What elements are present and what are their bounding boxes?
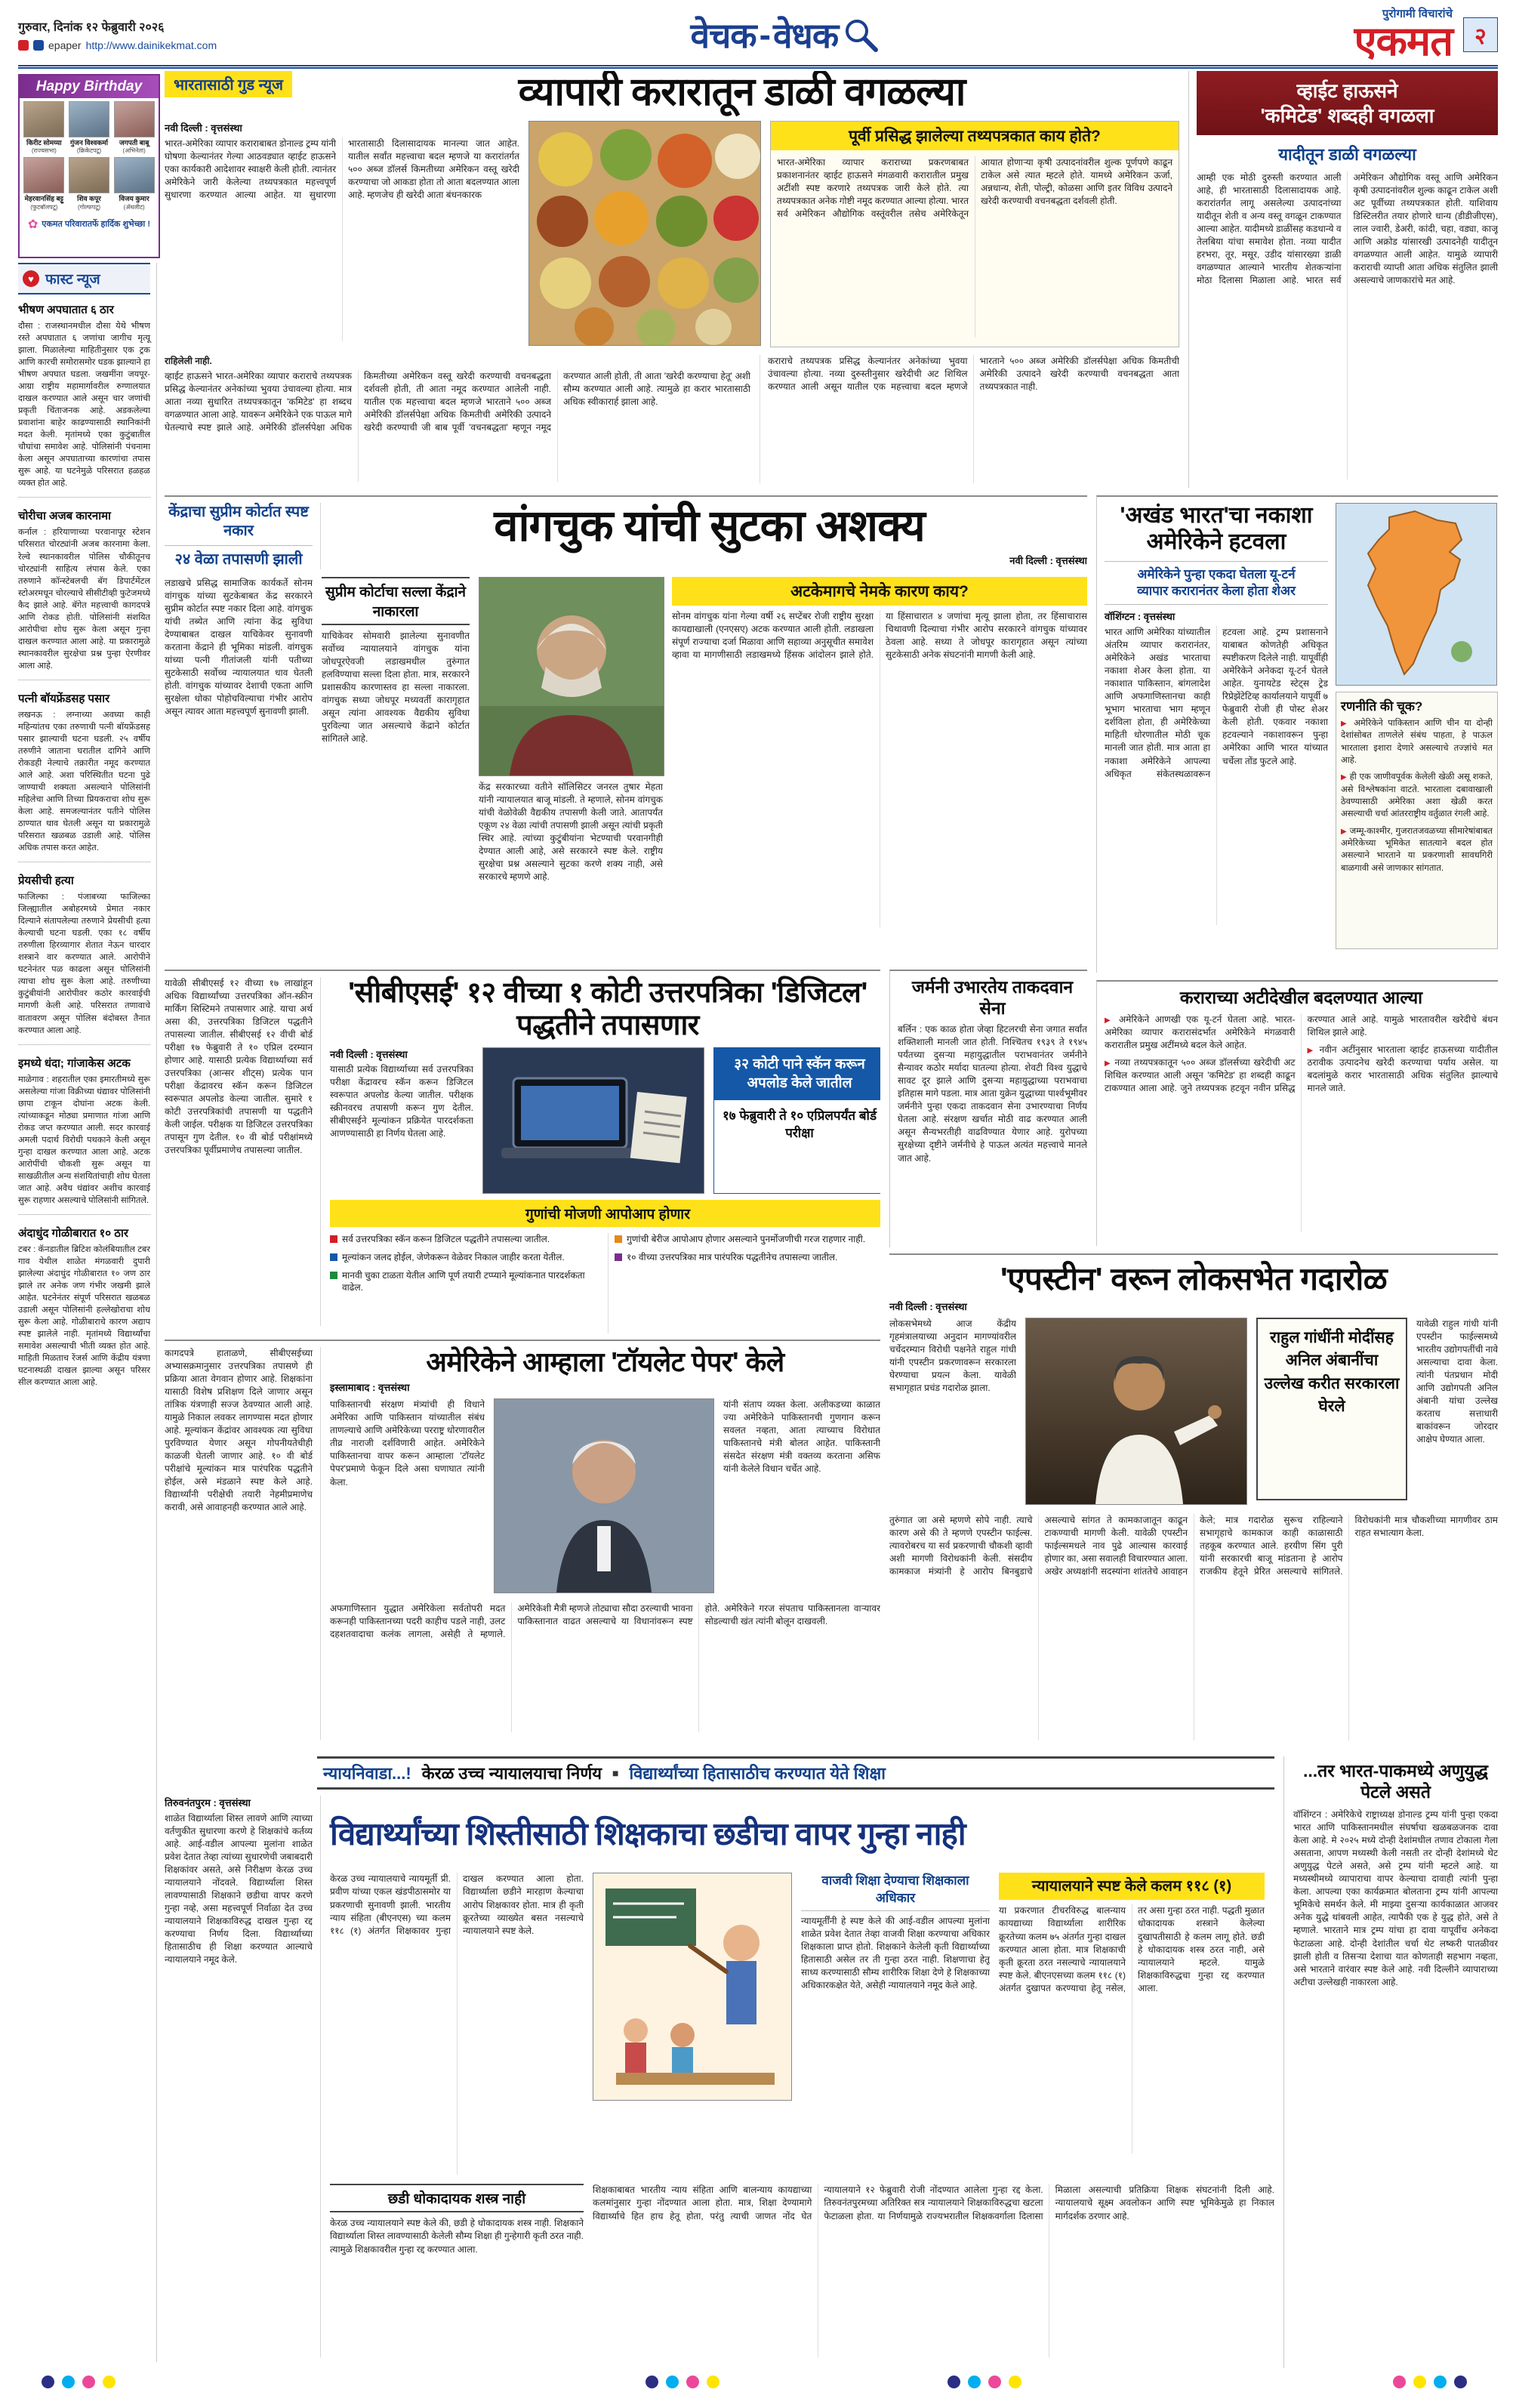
person-photo xyxy=(114,157,155,193)
bullet-square-icon xyxy=(615,1253,622,1261)
lead-kicker: भारतासाठी गुड न्यूज xyxy=(165,71,292,97)
court-story xyxy=(165,1796,1274,2368)
person-photo xyxy=(69,157,109,193)
person-role: (अभिनेता) xyxy=(122,147,146,155)
registration-dot xyxy=(42,2376,54,2388)
masthead xyxy=(18,5,1498,69)
treaty-point: ▶ अमेरिकेने आणखी एक यू-टर्न घेतला आहे. भारत-अमेरिका व्यापार करारासंदर्भात अमेरिकेने मंगळवारी करारातील प्रमुख अटींमध्ये बदल केले आहेत. xyxy=(1105,1013,1296,1052)
lead-headline: व्यापारी करारातून डाळी वगळल्या xyxy=(518,71,966,114)
fast-news-body: माळेगाव : शहरातील एका इमारतीमध्ये सुरू असलेल्या गांजा विक्रीच्या धंद्यावर पोलिसांनी छापा टाकून दोघांना अटक केली. त्यांच्याकडून मोठ्या प्रमाणात गांजा आणि रोकड जप्त करण्यात आली. सदर कारवाई अमली पदार्थ विरोधी पथकाने केली असून गुन्हा दाखल करण्यात आला आहे. अटक आरोपींची चौकशी सुरू असून या साखळीतील अन्य संशयितांचाही शोध घेतला जात आहे. अवैध धंद्यांवर अशीच कारवाई सुरू राहणार असल्याचे पोलिसांनी सांगितले. xyxy=(18,1075,150,1205)
fast-news-headline: इमध्ये धंदा; गांजाकेस अटक xyxy=(18,1056,131,1070)
bullet-square-icon xyxy=(330,1272,337,1279)
toilet-body-3: अफगाणिस्तान युद्धात अमेरिकेला सर्वतोपरी मदत करूनही पाकिस्तानच्या पदरी काहीच पडले नाही, उलट दहशतवादाचा कलंक लागला, असेही ते म्हणाले. अमेरिकेशी मैत्री म्हणजे तोट्याचा सौदा ठरल्याची भावना पाकिस्तानात वाढत असल्याचे या विधानांवरून स्पष्ट होते. अमेरिकेने गरज संपताच पाकिस्तानला वाऱ्यावर सोडल्याची खंत त्यांनी बोलून दाखवली. xyxy=(330,1603,880,1640)
answer-sheet-scanning-photo xyxy=(482,1047,704,1194)
cbse-story xyxy=(165,970,880,1333)
registration-dot xyxy=(968,2376,981,2388)
date-line: गुरुवार, दिनांक १२ फेब्रुवारी २०२६ xyxy=(18,21,165,34)
section-title-right: वेधक xyxy=(772,16,839,55)
pulses-photo xyxy=(528,121,761,346)
india-map-image xyxy=(1336,503,1497,686)
treaty-terms-headline: कराराच्या अटीदेखील बदलण्यात आल्या xyxy=(1179,988,1423,1007)
wangchuk-deck-1: केंद्राचा सुप्रीम कोर्टात स्पष्ट नकार xyxy=(165,503,313,546)
strip-lead: न्यायनिवाडा...! xyxy=(323,1764,411,1783)
epaper-label: epaper xyxy=(48,39,82,51)
white-house-headline-line1: व्हाईट हाऊसने xyxy=(1296,79,1398,102)
lead-story xyxy=(165,71,1179,488)
birthday-box xyxy=(18,74,160,258)
fast-news-item xyxy=(18,1226,150,1396)
person-name: जगपती बाबू xyxy=(119,139,149,146)
fast-news-column xyxy=(18,263,157,2362)
cbse-body-3: कागदपत्रे हाताळणे, सीबीएसईच्या अभ्यासक्रमानुसार उत्तरपत्रिका तपासणे ही प्रक्रिया आता वेगवान होणार आहे. शिक्षकांना यासाठी विशेष प्रशिक्षण दिले जाणार असून तांत्रिक यंत्रणाही सज्ज ठेवण्यात आली आहे. यामुळे निकाल लवकर लागण्यास मदत होणार आहे. मूल्यांकन केंद्रांवर आवश्यक त्या सुविधा पुरविण्यात येणार असून गोपनीयतेचीही काळजी घेतली जाणार आहे. १० वी बोर्ड परीक्षांचे मूल्यांकन मात्र पारंपरिक पद्धतीने होईल, असे मंडळाने स्पष्ट केले आहे. विद्यार्थ्यांनी परीक्षेची तयारी नेहमीप्रमाणेच करावी, असे आवाहनही करण्यात आले आहे. xyxy=(165,1347,321,1740)
registration-dot xyxy=(1009,2376,1021,2388)
court-subhead-1-body: न्यायमूर्तींनी हे स्पष्ट केले की आई-वडील आपल्या मुलांना शाळेत प्रवेश देतात तेव्हा वाजवी शिक्षा करण्याचा अधिकार शिक्षकाला प्राप्त होतो. शिक्षकाने केलेली कृती विद्यार्थ्याच्या हितासाठी असेल तर ती गुन्हा ठरत नाही. शिक्षणाचा हेतू साध्य करण्यासाठी सौम्य शारीरिक शिक्षा देणे हे शिक्षकाच्या अधिकारकक्षेत येते, असेही न्यायालयाने नमूद केले आहे. xyxy=(801,1915,990,1990)
epstein-body-1: लोकसभेमध्ये आज केंद्रीय गृहमंत्रालयाच्या अनुदान मागण्यांवरील चर्चेदरम्यान विरोधी पक्षनेते राहुल गांधी यांनी एपस्टीन प्रकरणावरून सरकारला घेरण्याचा प्रयत्न केला. यावेळी सभागृहात प्रचंड गदारोळ झाला. xyxy=(889,1318,1016,1394)
strategy-title: रणनीति की चूक? xyxy=(1341,699,1423,714)
court-headline: विद्यार्थ्यांच्या शिस्तीसाठी शिक्षकाचा छडीचा वापर गुन्हा नाही xyxy=(330,1816,966,1852)
germany-story xyxy=(889,970,1087,1247)
globe-icon xyxy=(33,40,44,51)
fast-news-body: लखनऊ : लग्नाच्या अवघ्या काही महिन्यांतच एका तरुणाची पत्नी बॉयफ्रेंडसह पसार झाल्याची घटना घडली. २५ वर्षीय तरुणीने जाताना घरातील दागिने आणि रोकडही नेल्याचे तक्रारीत नमूद करण्यात आले आहे. अशा परिस्थितीत घटना पुढे जाण्याची शक्यता असल्याने पोलिसांनी महिलेचा आणि तिच्या प्रियकराचा शोध सुरू केला आहे. समजल्यानंतर पतीने पोलिस ठाण्यात धाव घेतली असून या प्रकारामुळे परिसरात खळबळ उडाली आहे. पोलिस अधिक तपास करत आहेत. xyxy=(18,710,150,853)
court-subhead-2: छडी धोकादायक शस्त्र नाही xyxy=(330,2184,584,2212)
wangchuk-cause-title: अटकेमागचे नेमके कारण काय? xyxy=(672,577,1087,606)
birthday-person xyxy=(68,157,111,211)
registration-dot xyxy=(62,2376,75,2388)
toilet-paper-story xyxy=(165,1340,880,1746)
wangchuk-story xyxy=(165,495,1087,962)
epstein-story xyxy=(889,1253,1498,1746)
cbse-bullet: मानवी चुका टाळता येतील आणि पूर्ण तयारी टप्प्याने मूल्यांकनात पारदर्शकता वाढेल. xyxy=(330,1269,601,1295)
court-law-body: या प्रकरणात टीचरविरुद्ध बालन्याय कायद्याच्या विद्यार्थ्याला शारीरिक क्रूरतेच्या कलम ७५ अंतर्गत गुन्हा दाखल करण्यात आला होता. मात्र शिक्षकाची कृती क्रूरता ठरत नसल्याचे न्यायालयाने स्पष्ट केले. बीएनएसच्या कलम ११८ (१) अंतर्गत दुखापत करण्याचा हेतू नसेल, तर असा गुन्हा ठरत नाही. पद्धती मुळात धोकादायक शस्त्राने केलेल्या दुखापतीसाठी हे कलम लागू होते. छडी हे धोकादायक शस्त्र ठरत नाही, असे न्यायालयाने म्हटले. यामुळे शिक्षकाविरुद्धचा गुन्हा रद्द करण्यात आला. xyxy=(999,1905,1265,1993)
akhand-headline: 'अखंड भारत'चा नकाशा अमेरिकेने हटवला xyxy=(1120,503,1313,554)
person-name: किरीट सोमय्या xyxy=(26,139,62,146)
registration-dot xyxy=(666,2376,679,2388)
court-subhead-2-body: केरळ उच्च न्यायालयाने स्पष्ट केले की, छडी हे धोकादायक शस्त्र नाही. शिक्षकाने विद्यार्थ्याला शिस्त लावण्यासाठी केलेली सौम्य शिक्षा ही गुन्हेगारी कृती ठरत नाही. त्यामुळे शिक्षकावरील गुन्हा रद्द करण्यात आला. xyxy=(330,2218,584,2255)
registration-dot xyxy=(707,2376,719,2388)
person-name: शिव कपूर xyxy=(77,195,101,203)
person-photo xyxy=(23,157,64,193)
wangchuk-byline: नवी दिल्ली : वृत्तसंस्था xyxy=(1009,554,1087,566)
pakistan-minister-photo xyxy=(494,1398,714,1593)
court-byline: तिरुवनंतपुरम : वृत्तसंस्था xyxy=(165,1797,251,1808)
wangchuk-deck-2: २४ वेळा तपासणी झाली xyxy=(174,551,303,568)
akhand-bharat-story xyxy=(1096,495,1498,973)
cbse-bullet: गुणांची बेरीज आपोआप होणार असल्याने पुनर्मोजणीची गरज राहणार नाही. xyxy=(615,1233,880,1246)
epstein-quote-box: राहुल गांधींनी मोदींसह अनिल अंबानींचा उल्लेख करीत सरकारला घेरले xyxy=(1256,1318,1407,1500)
birthday-person xyxy=(112,157,156,211)
brand-logo: एकमत xyxy=(1354,18,1453,64)
person-photo xyxy=(69,101,109,137)
birthday-title: Happy Birthday xyxy=(20,76,159,98)
cbse-bullet: मूल्यांकन जलद होईल, जेणेकरून वेळेवर निकाल जाहीर करता येतील. xyxy=(330,1251,601,1264)
fact-box-title: पूर्वी प्रसिद्ध झालेल्या तथ्यपत्रकात काय होते? xyxy=(771,122,1179,150)
fast-news-headline: प्रेयसीची हत्या xyxy=(18,874,74,888)
white-house-headline xyxy=(1197,71,1498,135)
bullet-square-icon xyxy=(330,1253,337,1261)
wangchuk-inset-title: सुप्रीम कोर्टाचा सल्ला केंद्राने नाकारला xyxy=(322,577,470,625)
classroom-cartoon xyxy=(593,1873,792,2101)
wangchuk-cause-body: सोनम वांगचुक यांना गेल्या वर्षी २६ सप्टेंबर रोजी राष्ट्रीय सुरक्षा कायद्याखाली (एनएसए) अटक करण्यात आली होती. लडाखला संपूर्ण राज्याचा दर्जा मिळावा आणि सहाव्या अनुसूचीत समावेश व्हावा या मागणीसाठी लडाखमध्ये हिंसक आंदोलन झाले होते. या हिंसाचारात ४ जणांचा मृत्यू झाला होता, तर हिंसाचारास चिथावणी दिल्याचा गंभीर आरोप सरकारने वांगचुक यांच्यावर ठेवला आहे. सध्या ते जोधपूर कारागृहात असून त्यांच्या सुटकेसाठी अनेक संघटनांनी मागणी केली आहे. xyxy=(672,611,1087,661)
akhand-deck-2: व्यापार करारानंतर केला होता शेअर xyxy=(1105,583,1328,605)
strip-mid: केरळ उच्च न्यायालयाचा निर्णय xyxy=(421,1764,602,1783)
strategy-box xyxy=(1336,692,1498,949)
person-photo xyxy=(114,101,155,137)
fast-news-item xyxy=(18,873,150,1044)
fast-news-title: फास्ट न्यूज xyxy=(45,272,100,288)
person-role: (गोल्फपटू) xyxy=(77,203,101,211)
fast-news-item xyxy=(18,508,150,680)
lead-body: भारत-अमेरिका व्यापार कराराबाबत डोनाल्ड ट्रम्प यांनी घोषणा केल्यानंतर गेल्या आठवड्यात व्हाईट हाऊसने एका कार्यकारी आदेशावर स्वाक्षरी केली होती. त्यानंतर अमेरिकेने जारी केलेल्या तथ्यपत्रकात महत्त्वपूर्ण सुधारणा करण्यात आल्या आहेत. या सुधारणा भारतासाठी दिलासादायक मानल्या जात आहेत. यातील सर्वांत महत्त्वाचा बदल म्हणजे या करारांतर्गत ५०० अब्ज डॉलर्स किमतीच्या अमेरिकन वस्तू खरेदी करण्याचा जो आकडा होता तो आता बदलण्यात आला आहे. म्हणजेच ही खरेदी आता बंधनकारक xyxy=(165,138,519,201)
registration-dot xyxy=(1454,2376,1467,2388)
nuclear-war-story xyxy=(1283,1756,1498,2368)
lead-byline: नवी दिल्ली : वृत्तसंस्था xyxy=(165,122,242,134)
fast-news-headline: चोरीचा अजब कारनामा xyxy=(18,510,111,523)
registration-dot xyxy=(82,2376,95,2388)
paper-section-logo xyxy=(691,11,881,58)
wangchuk-headline: वांगचुक यांची सुटका अशक्य xyxy=(494,501,925,550)
epaper-icon xyxy=(18,40,29,51)
registration-dot xyxy=(1434,2376,1447,2388)
wangchuk-photo xyxy=(479,577,664,776)
birthday-person xyxy=(23,101,66,155)
birthday-person xyxy=(68,101,111,155)
heart-icon: ♥ xyxy=(23,270,39,287)
epstein-body-2: यावेळी राहुल गांधी यांनी एपस्टीन फाईल्समध्ये भारतीय उद्योगपतींची नावे असल्याचा दावा केला. त्यांनी पंतप्रधान मोदी आणि उद्योगपती अनिल अंबानी यांचा उल्लेख करताच सत्ताधारी बाकांवरून जोरदार आक्षेप घेण्यात आला. xyxy=(1416,1318,1498,1445)
cbse-body-1: यावेळी सीबीएसई १२ वीच्या १७ लाखांहून अधिक विद्यार्थ्यांच्या उत्तरपत्रिका ऑन-स्क्रीन मार्किंग सिस्टिमने तपासणार आहे. याचा अर्थ असा की, उत्तरपत्रिका डिजिटल पद्धतीने तपासल्या जातील. सीबीएसई १२ वीची बोर्ड परीक्षा १७ फेब्रुवारी ते १० एप्रिल दरम्यान होणार आहे. यासाठी प्रत्येक विद्यार्थ्याच्या सर्व उत्तरपत्रिका (आन्सर शीट्स) प्रत्येक पान परीक्षा केंद्रावरच स्कॅन करून डिजिटल स्वरूपात अपलोड केल्या जातील. सुमारे १ कोटी उत्तरपत्रिकांची तपासणी या पद्धतीने केली जाईल. परीक्षक या डिजिटल उत्तरपत्रिका तपासून गुण देतील. १० वी बोर्ड परीक्षांमध्ये उत्तरपत्रिका पूर्वीप्रमाणेच तपासल्या जातील. xyxy=(165,977,321,1326)
section-title-dash: - xyxy=(759,15,770,54)
registration-dot xyxy=(988,2376,1001,2388)
lead-body-2: व्हाईट हाऊसने भारत-अमेरिका व्यापार कराराचे तथ्यपत्रक प्रसिद्ध केल्यानंतर अनेकांच्या भुवया उंचावल्या होत्या. मात्र आता नव्या सुधारित तथ्यपत्रकातून 'कमिटेड' हा शब्दच वगळण्यात आला आहे. यावरून अमेरिकेने एक पाऊल मागे घेतल्याचे स्पष्ट झाले आहे. अमेरिकी डॉलर्सपेक्षा अधिक किमतीच्या अमेरिकन वस्तू खरेदी करण्याची वचनबद्धता दर्शवली होती, ती आता नमूद करण्यात आलेली नाही. यातील एक महत्त्वाचा बदल म्हणजे भारताने ५०० अब्ज अमेरिकी डॉलर्सपेक्षा अधिक किमतीची अमेरिकी उत्पादने खरेदी करण्याची जी बाब पूर्वी 'वचनबद्धता' म्हणून नमूद करण्यात आली होती, ती आता 'खरेदी करण्याचा हेतू' अशी सौम्य करण्यात आली आहे. त्यामुळे हा करार भारतासाठी अधिक स्वीकारार्ह झाला आहे. xyxy=(165,371,750,433)
person-role: (राज्यसभा) xyxy=(31,147,57,155)
wangchuk-inset-body: याचिकेवर सोमवारी झालेल्या सुनावणीत सर्वोच्च न्यायालयाने वांगचुक यांना जोधपूरऐवजी लडाखमधील तुरुंगात हलविण्याचा सल्ला दिला होता. मात्र, सरकारने प्रशासकीय कारणास्तव हा सल्ला नाकारला. वांगचुक सध्या जोधपूर मध्यवर्ती कारागृहात असून त्यांना आवश्यक वैद्यकीय सुविधा पुरविल्या जात असल्याचे केंद्राने कोर्टात सांगितले आहे. xyxy=(322,631,470,745)
nuclear-body: वॉशिंग्टन : अमेरिकेचे राष्ट्राध्यक्ष डोनाल्ड ट्रम्प यांनी पुन्हा एकदा भारत आणि पाकिस्तानमधील संघर्षाचा खळबळजनक दावा केला आहे. मे २०२५ मध्ये दोन्ही देशांमधील तणाव टोकाला गेला असताना, आपण मध्यस्थी केली नसती तर दोन्ही देशांमध्ये थेट अणुयुद्ध पेटले असते, असे ट्रम्प यांनी म्हटले आहे. या मध्यस्थीमध्ये व्यापाराचा वापर केल्याचा दावाही त्यांनी पुन्हा केला. आपल्या एका कार्यक्रमात बोलताना ट्रम्प यांनी आपल्या भूमिकेचे समर्थन केले. मी माझ्या दुसऱ्या कार्यकाळात आजवर अनेक युद्धे थांबवली आहेत, त्यापैकी एक हे युद्ध होते, असे ते म्हणाले. भारताने मात्र ट्रम्प यांचा हा दावा यापूर्वीच अनेकदा फेटाळला आहे. दोन्ही देशांतील चर्चा थेट लष्करी पातळीवर झाली होती व तिसऱ्या देशाचा यात कोणताही सहभाग नव्हता, असे भारताने वारंवार स्पष्ट केले आहे. नवी दिल्लीने व्यापाराच्या अटीचा उल्लेखही नाकारला आहे. xyxy=(1293,1809,1498,1987)
fast-news-item xyxy=(18,302,150,498)
fast-news-item xyxy=(18,1056,150,1215)
bullet-square-icon xyxy=(615,1235,622,1243)
strategy-point: ▶ ही एक जाणीवपूर्वक केलेली खेळी असू शकते, असे विश्लेषकांना वाटते. भारताला दबावाखाली ठेवण्यासाठी अमेरिका अशा खेळी करत असल्याची चर्चा आंतरराष्ट्रीय वर्तुळात रंगली आहे. xyxy=(1341,771,1493,820)
court-body-2: केरळ उच्च न्यायालयाचे न्यायमूर्ती प्री. प्रवीण यांच्या एकल खंडपीठासमोर या प्रकरणाची सुनावणी झाली. भारतीय न्याय संहिता (बीएनएस) च्या कलम ११८ (१) अंतर्गत शिक्षकावर गुन्हा दाखल करण्यात आला होता. विद्यार्थ्याला छडीने मारहाण केल्याचा आरोप शिक्षकावर होता. मात्र ही कृती क्रूरतेच्या व्याख्येत बसत नसल्याचे न्यायालयाने स्पष्ट केले. xyxy=(330,1873,584,1936)
court-body-1: शाळेत विद्यार्थ्याला शिस्त लावणे आणि त्याच्या वर्तणुकीत सुधारणा करणे हे शिक्षकांचे कर्तव्य आहे. आई-वडील आपल्या मुलांना शाळेत प्रवेश देतात तेव्हा त्यांच्या सुधारणेची जबाबदारी शिक्षकांवर असते, असे निरीक्षण केरळ उच्च न्यायालयाने नोंदवले. विद्यार्थ्याला शिस्त लावण्यासाठी शिक्षकाने छडीचा वापर करणे गुन्हा नव्हे, असा महत्त्वपूर्ण निर्वाळा देत उच्च न्यायालयाने शिक्षकाविरुद्ध दाखल गुन्हा रद्द करण्याचा निर्णय दिला. विद्यार्थ्याच्या हितासाठीच ही शिक्षा करण्यात आल्याचे न्यायालयाने नमूद केले. xyxy=(165,1813,313,1966)
treaty-terms-story xyxy=(1096,980,1498,1246)
nuclear-headline: ...तर भारत-पाकमध्ये अणुयुद्ध पेटले असते xyxy=(1302,1761,1489,1802)
fast-news-body: टबर : कॅनडातील ब्रिटिश कोलंबियातील टबर गाव येथील शाळेत मंगळवारी दुपारी झालेल्या अंदाधुंद गोळीबारात १० जण ठार झाले तर अनेक जण गंभीर जखमी झाले आहेत. घटनेनंतर संपूर्ण परिसरात खळबळ उडाली असून पोलिसांनी हल्लेखोराचा शोध सुरू केला आहे. गोळीबाराचे कारण अद्याप स्पष्ट झालेले नाही. मृतांमध्ये विद्यार्थ्यांचा समावेश असल्याची भीती व्यक्त होत आहे. माहिती मिळताच रेंजर्स आणि केंद्रीय यंत्रणा घटनास्थळी दाखल झाल्या असून परिसर सील करण्यात आला आहे. xyxy=(18,1244,150,1388)
epstein-byline: नवी दिल्ली : वृत्तसंस्था xyxy=(889,1301,967,1313)
print-registration-marks xyxy=(0,2376,1516,2398)
strategy-point: ▶ अमेरिकेने पाकिस्तान आणि चीन या दोन्ही देशांसोबत ताणलेले संबंध पाहता, हे पाऊल भारताला इशारा देणारे असल्याचे तज्ज्ञांचे मत आहे. xyxy=(1341,717,1493,766)
magnifier-icon xyxy=(841,15,880,54)
fast-news-body: कर्नाल : हरियाणाच्या परवानापूर स्टेशन परिसरात चोरट्यांनी अजब कारनामा केला. रेल्वे स्थानकावरील पोलिस चौकीतूनच चोरट्यांनी साहित्य लंपास केले. एका तरुणाने कॉन्स्टेबलची बॅग डिपार्टमेंटल स्टोअरमधून चोरल्याचे सीसीटीव्ही फुटेजमध्ये कैद झाले आहे. बॅगेत महत्त्वाची कागदपत्रे आणि रोकड होती. पोलिसांनी संशयित आरोपीचा शोध सुरू केला असून गुन्हा दाखल करण्यात आला आहे. या प्रकारामुळे स्थानकावरील सुरक्षेचा प्रश्न पुन्हा ऐरणीवर आला आहे. xyxy=(18,528,150,671)
cbse-stat-1: ३२ कोटी पाने स्कॅन करून अपलोड केले जातील xyxy=(714,1048,880,1100)
cbse-byline: नवी दिल्ली : वृत्तसंस्था xyxy=(330,1049,408,1061)
person-role: (फुटबॉलपटू) xyxy=(30,203,58,211)
wangchuk-body-2: केंद्र सरकारच्या वतीने सॉलिसिटर जनरल तुषार मेहता यांनी न्यायालयात बाजू मांडली. ते म्हणाले, सोनम वांगचुक यांची वेळोवेळी वैद्यकीय तपासणी केली जाते. आतापर्यंत एकूण २४ वेळा त्यांची तपासणी झाली असून त्यांची प्रकृती स्थिर आहे. त्यांच्या कुटुंबीयांना भेटण्याची परवानगीही देण्यात आली आहे, असे सरकारने स्पष्ट केले. राष्ट्रीय सुरक्षेचा प्रश्न असल्याने सुटका करणे शक्य नाही, असे सरकारचे म्हणणे आहे. xyxy=(479,782,663,883)
cbse-bullet: १० वीच्या उत्तरपत्रिका मात्र पारंपरिक पद्धतीनेच तपासल्या जातील. xyxy=(615,1251,880,1264)
white-house-headline-line2: 'कमिटेड' शब्दही वगळला xyxy=(1260,103,1434,127)
akhand-deck-1: अमेरिकेने पुन्हा एकदा घेतला यू-टर्न xyxy=(1105,561,1328,583)
cbse-stat-box xyxy=(713,1047,880,1194)
person-name: विजय कुमार xyxy=(119,195,149,203)
toilet-body-1: पाकिस्तानची संरक्षण मंत्र्यांची ही विधाने अमेरिका आणि पाकिस्तान यांच्यातील संबंध ताणल्याचे आणि अमेरिकेच्या परराष्ट्र धोरणावरील तीव्र नाराजी दर्शविणारी आहेत. अमेरिकेने पाकिस्तानचा वापर करून आम्हाला 'टॉयलेट पेपर'प्रमाणे फेकून दिले असा घणाघात त्यांनी केला. xyxy=(330,1399,485,1488)
akhand-byline: वॉशिंग्टन : वृत्तसंस्था xyxy=(1105,611,1176,623)
flower-icon: ✿ xyxy=(28,217,39,231)
person-photo xyxy=(23,101,64,137)
cbse-body-2: यासाठी प्रत्येक विद्यार्थ्याच्या सर्व उत्तरपत्रिका परीक्षा केंद्रावरच स्कॅन करून डिजिटल स्वरूपात अपलोड केल्या जातील. परीक्षक स्क्रीनवरच तपासणी करून गुण देतील. सीबीएसईने मूल्यांकन प्रक्रियेत पारदर्शकता आणण्यासाठी हा निर्णय घेतला आहे. xyxy=(330,1064,473,1139)
registration-dot xyxy=(948,2376,960,2388)
registration-dot xyxy=(646,2376,658,2388)
cbse-auto-title: गुणांची मोजणी आपोआप होणार xyxy=(330,1200,880,1227)
strategy-point: ▶ जम्मू-काश्मीर, गुजरातजवळच्या सीमारेषांबाबत अमेरिकेच्या भूमिकेत सातत्याने बदल होत असल्याने भारताने या प्रकरणाशी सावधगिरी बाळगावी असे जाणकार सांगतात. xyxy=(1341,825,1493,874)
strip-right: विद्यार्थ्यांच्या हितासाठीच करण्यात येते शिक्षा xyxy=(629,1764,886,1783)
cbse-bullet: सर्व उत्तरपत्रिका स्कॅन करून डिजिटल पद्धतीने तपासल्या जातील. xyxy=(330,1233,601,1246)
registration-dot xyxy=(103,2376,116,2388)
cbse-stat-2: १७ फेब्रुवारी ते १० एप्रिलपर्यंत बोर्ड परीक्षा xyxy=(722,1108,877,1140)
person-role: (ॲथलीट) xyxy=(123,203,145,211)
lead-body-tail: राहिलेली नाही. xyxy=(165,356,212,367)
fast-news-body: फाजिल्का : पंजाबच्या फाजिल्का जिल्ह्यातील अबोहरमध्ये प्रेमात नकार दिल्याने संतापलेल्या तरुणाने प्रेयसीची हत्या केल्याची घटना घडली. एका १८ वर्षीय तरुणीला हिरव्यागार शेतात नेऊन धारदार शस्त्राने वार करण्यात आले. आरोपीने घटनेनंतर पळ काढला असून पोलिसांनी त्याचा शोध सुरू केला आहे. तरुणीच्या कुटुंबीयांनी आरोपीवर कठोर कारवाईची मागणी केली आहे. परिसरात तणावाचे वातावरण असून पोलिस बंदोबस्त तैनात करण्यात आला आहे. xyxy=(18,893,150,1035)
person-name: मेहरवानसिंह बट्टू xyxy=(24,195,64,203)
toilet-headline: अमेरिकेने आम्हाला 'टॉयलेट पेपर' केले xyxy=(426,1346,784,1377)
person-role: (क्रिकेटपटू) xyxy=(76,147,102,155)
fast-news-headline: भीषण अपघातात ६ ठार xyxy=(18,304,114,316)
fact-box-body-2: कराराचे तथ्यपत्रक प्रसिद्ध केल्यानंतर अनेकांच्या भुवया उंचावल्या होत्या. नव्या दुरुस्तीनुसार खरेदीची अट शिथिल करण्यात आली असून यातील एक महत्त्वाचा बदल म्हणजे भारताने ५०० अब्ज अमेरिकी डॉलर्सपेक्षा अधिक किमतीची अमेरिकी उत्पादने खरेदी करण्याची वचनबद्धता आता तथ्यपत्रकात नाही. xyxy=(760,355,1179,483)
wangchuk-body-1: लडाखचे प्रसिद्ध सामाजिक कार्यकर्ते सोनम वांगचुक यांच्या सुटकेबाबत केंद्र सरकारने सुप्रीम कोर्टात स्पष्ट नकार दिला आहे. वांगचुक यांची तब्येत आणि त्यांना केंद्र सुविधा देण्याबाबत दाखल याचिकेवर सुनावणी करताना केंद्राने ही भूमिका मांडली. वांगचुक यांच्या पत्नी गीतांजली यांनी पतीच्या सुटकेसाठी सर्वोच्च न्यायालयात धाव घेतली होती. वांगचुक यांच्यावर देशाची एकता आणि सुरक्षेला धोका पोहोचविल्याचा गंभीर आरोप असून त्यावर आता महत्त्वपूर्ण सुनावणी झाली. xyxy=(165,578,313,717)
fast-news-headline: अंदाधुंद गोळीबारात १० ठार xyxy=(18,1226,128,1240)
fast-news-body: दौसा : राजस्थानमधील दौसा येथे भीषण रस्ते अपघातात ६ जणांचा जागीच मृत्यू झाला. मिळालेल्या माहितीनुसार एक ट्रक आणि कारची समोरासमोर धडक झाल्याने हा भीषण अपघात घडला. जखमींना जयपूर-आग्रा राष्ट्रीय महामार्गावरील रुग्णालयात दाखल करण्यात आले असून चार जणांची प्रकृती चिंताजनक आहे. अडकलेल्या प्रवाशांना बाहेर काढण्यासाठी स्थानिकांनी मदत केली. मृतांमध्ये एका कुटुंबातील चौघांचा समावेश आहे. पोलिसांनी पंचनामा केला असून अपघाताच्या कारणांचा तपास सुरू आहे. या घटनेमुळे परिसरात हळहळ व्यक्त होत आहे. xyxy=(18,322,150,489)
bullet-square-icon xyxy=(330,1235,337,1243)
treaty-point: ▶ नव्या तथ्यपत्रकातून ५०० अब्ज डॉलर्सच्या खरेदीची अट शिथिल करण्यात आली असून 'कमिटेड' हा शब्दही काढून टाकण्यात आला आहे. जुने तथ्यपत्रक हटवून नवीन प्रसिद्ध करण्यात आले आहे. यामुळे भारतावरील खरेदीचे बंधन शिथिल झाले आहे. xyxy=(1105,1013,1498,1097)
fact-box-body: भारत-अमेरिका व्यापार कराराच्या प्रकरणबाबत प्रकाशनानंतर व्हाईट हाऊसने मंगळवारी करारातील प्रमुख अटींशी स्पष्ट करणारे तथ्यपत्रक जारी केले होते. त्या तथ्यपत्रकात अनेक गोष्टी नमूद करण्यात आल्या होत्या. भारत सर्व अमेरिकन औद्योगिक वस्तूंवरील तसेच अमेरिकेतून आयात होणाऱ्या कृषी उत्पादनांवरील शुल्क पूर्णपणे काढून टाकेल असे त्यात म्हटले होते. यामध्ये अमेरिकन ऊर्जा, अन्नधान्य, शेती, पोल्ट्री, कोळसा आणि इतर विविध उत्पादने खरेदी करण्याची वचनबद्धता दर्शवली होती. xyxy=(777,157,1172,220)
birthday-wish: एकमत परिवारातर्फे हार्दिक शुभेच्छा ! xyxy=(42,220,150,230)
epstein-headline: 'एपस्टीन' वरून लोकसभेत गदारोळ xyxy=(1000,1261,1388,1296)
white-house-body: आम्ही एक मोठी दुरुस्ती करण्यात आली आहे, ही भारतासाठी दिलासादायक आहे. करारांतर्गत लागू असलेल्या उत्पादनांच्या यादीतून शेती व अन्य वस्तू वगळून टाकण्यात आल्या आहेत. यादीमध्ये डाळींसह कडधान्ये व तेलबिया यांचा समावेश होता. नव्या यादीत हरभरा, तूर, मसूर, उडीद यांसारख्या डाळी वगळण्यात आल्याने भारतीय शेतकऱ्यांना मोठा दिलासा मिळाला आहे. भारत सर्व अमेरिकन औद्योगिक वस्तू आणि अमेरिकन कृषी उत्पादनांवरील शुल्क काढून टाकेल अशी अट पूर्वीच्या तथ्यपत्रकात होती. याशिवाय डिस्टिलरीत तयार होणारे धान्य (डीडीजीएस), लाल ज्वारी, डेअरी, कांदी, चहा, वड्या, काजू आणि अक्रोड यांसारखी उत्पादनेही यादीतून वगळण्यात आली आहेत. यामुळे व्यापारी कराराची व्याप्ती आता अधिक संतुलित झाली असल्याचे जाणकारांचे मत आहे. xyxy=(1197,172,1498,286)
white-house-subhead: यादीतून डाळी वगळल्या xyxy=(1278,145,1416,164)
court-strip xyxy=(317,1756,1274,1790)
fast-news-item xyxy=(18,691,150,862)
epstein-body-3: तुरुंगात जा असे म्हणणे सोपे नाही. त्याचे कारण असे की ते म्हणणे एपस्टीन फाईल्स. त्यावरोबरच या सर्व प्रकरणाची चौकशी व्हावी अशी मागणी विरोधकांनी केली. संसदीय कामकाज मंत्र्यांनी हे आरोप बिनबुडाचे असल्याचे सांगत ते कामकाजातून काढून टाकण्याची मागणी केली. यावेळी एपस्टीन फाईल्समधले नाव पुढे आल्यास कारवाई होणार का, असा सवालही विचारण्यात आला. अखेर अध्यक्षांनी सदस्यांना शांततेचे आवाहन केले; मात्र गदारोळ सुरूच राहिल्याने सभागृहाचे कामकाज काही काळासाठी तहकूब करण्यात आले. हरयीण सिंग पुरी यांनी सरकारची बाजू मांडताना हे आरोप राजकीय हेतूने प्रेरित असल्याचे सांगितले. विरोधकांनी मात्र चौकशीच्या मागणीवर ठाम राहत सभात्याग केला. xyxy=(889,1515,1498,1577)
page-number: २ xyxy=(1463,17,1498,52)
germany-headline: जर्मनी उभारतेय ताकदवान सेना xyxy=(911,977,1074,1018)
court-law-title: न्यायालयाने स्पष्ट केले कलम ११८ (१) xyxy=(999,1873,1265,1900)
fast-news-headline: पत्नी बॉयफ्रेंडसह पसार xyxy=(18,692,110,705)
court-subhead-1: वाजवी शिक्षा देण्याचा शिक्षकाला अधिकार xyxy=(801,1873,990,1910)
treaty-point: ▶ नवीन अटींनुसार भारताला व्हाईट हाऊसच्या यादीतील ठरावीक उत्पादनेच खरेदी करण्याचा पर्याय असेल. या बदलांमुळे करार भारतासाठी अधिक संतुलित झाल्याचे मानले जाते. xyxy=(1308,1044,1499,1095)
court-body-3: शिक्षकाबाबत भारतीय न्याय संहिता आणि बालन्याय कायद्याच्या कलमांनुसार गुन्हा नोंदण्यात आला होता. मात्र, शिक्षा देण्यामागे विद्यार्थ्याचे हित हाच हेतू होता, परंतु त्याची जाणत नोंद घेत न्यायालयाने १२ फेब्रुवारी रोजी नोंदण्यात आलेला गुन्हा रद्द केला. तिरुवनंतपुरमच्या अतिरिक्त सत्र न्यायालयाने शिक्षकाविरुद्धचा खटला फेटाळला होता. या निर्णयामुळे राज्यभरातील शिक्षकवर्गाला दिलासा मिळाला असल्याची प्रतिक्रिया शिक्षक संघटनांनी दिली आहे. न्यायालयाचे सूक्ष्म अवलोकन आणि स्पष्ट भूमिकेमुळे हा निकाल मार्गदर्शक ठरणार आहे. xyxy=(593,2184,1274,2221)
birthday-person xyxy=(112,101,156,155)
birthday-person xyxy=(23,157,66,211)
registration-dot xyxy=(686,2376,699,2388)
germany-body: बर्लिन : एक काळ होता जेव्हा हिटलरची सेना जगात सर्वांत शक्तिशाली मानली जात होती. निश्चितच १९३९ ते १९४५ पर्यंतच्या दुसऱ्या महायुद्धातील पराभवानंतर जर्मनीने सैन्यावर कठोर मर्यादा घातल्या होत्या. शेवटी विश्व युद्धाचे सावट दूर झाले आणि दुसऱ्या महायुद्धाच्या पराभवाचा इतिहास मागे पडला. मात्र आता युक्रेन युद्धाच्या पार्श्वभूमीवर जर्मनीने पुन्हा एकदा ताकदवान सेना उभारण्याचा निर्णय घेतला आहे. संरक्षण खर्चात मोठी वाढ करण्यात आली असून सैन्यभरतीही वाढविण्यात येणार आहे. युरोपच्या सुरक्षेच्या दृष्टीने जर्मनीचे हे पाऊल अत्यंत महत्त्वाचे मानले जात आहे. xyxy=(898,1024,1087,1164)
toilet-body-2: यांनी संताप व्यक्त केला. अलीकडच्या काळात ज्या अमेरिकेने पाकिस्तानची गुणगान करून सवलत नव्हता, आता त्याच्याच विरोधात पाकिस्तानचे मंत्री बोलत आहेत. पाकिस्तानी संसदेत संरक्षण मंत्री वक्तव्य करताना असिफ यांनी केलेले विधान चर्चेत आहे. xyxy=(723,1399,880,1475)
brand-tagline: पुरोगामी विचारांचे xyxy=(1382,7,1453,20)
toilet-byline: इस्लामाबाद : वृत्तसंस्था xyxy=(330,1382,410,1394)
strip-separator-icon: ■ xyxy=(612,1767,619,1779)
registration-dot xyxy=(1393,2376,1406,2388)
epaper-url-link[interactable]: http://www.dainikekmat.com xyxy=(85,39,217,51)
white-house-story xyxy=(1188,71,1498,488)
registration-dot xyxy=(1413,2376,1426,2388)
person-name: गुंजन विश्वकर्मा xyxy=(69,139,108,146)
rahul-gandhi-photo xyxy=(1025,1318,1247,1505)
cbse-headline: 'सीबीएसई' १२ वीच्या १ कोटी उत्तरपत्रिका 'डिजिटल' पद्धतीने तपासणार xyxy=(348,977,867,1041)
akhand-body: भारत आणि अमेरिका यांच्यातील अंतरिम व्यापार करारानंतर, अमेरिकेने अखंड भारताचा नकाशा शेअर केला होता. या नकाशात पाकिस्तान, बांगलादेश आणि अफगाणिस्तानचा काही भूभाग भारताचा भाग म्हणून दर्शविला होता, ही अमेरिकेच्या माहिती धोरणातील मोठी चूक मानली जात होती. मात्र आता हा नकाशा अमेरिकेने आपल्या अधिकृत संकेतस्थळावरून हटवला आहे. ट्रम्प प्रशासनाने याबाबत कोणतेही अधिकृत स्पष्टीकरण दिलेले नाही. यापूर्वीही अमेरिकेने अनेकदा यू-टर्न घेतले आहेत. युनायटेड स्टेट्स ट्रेड रिप्रेझेंटेटिव्ह कार्यालयाने यापूर्वी ७ फेब्रुवारी रोजी ही पोस्ट शेअर केली होती. एकवार नकाशा हटवल्याने नकाशावरून पुन्हा अमेरिका आणि भारत यांच्यात चर्चेला तोंड फुटले आहे. xyxy=(1105,627,1328,779)
section-title-left: वेचक xyxy=(690,16,756,55)
